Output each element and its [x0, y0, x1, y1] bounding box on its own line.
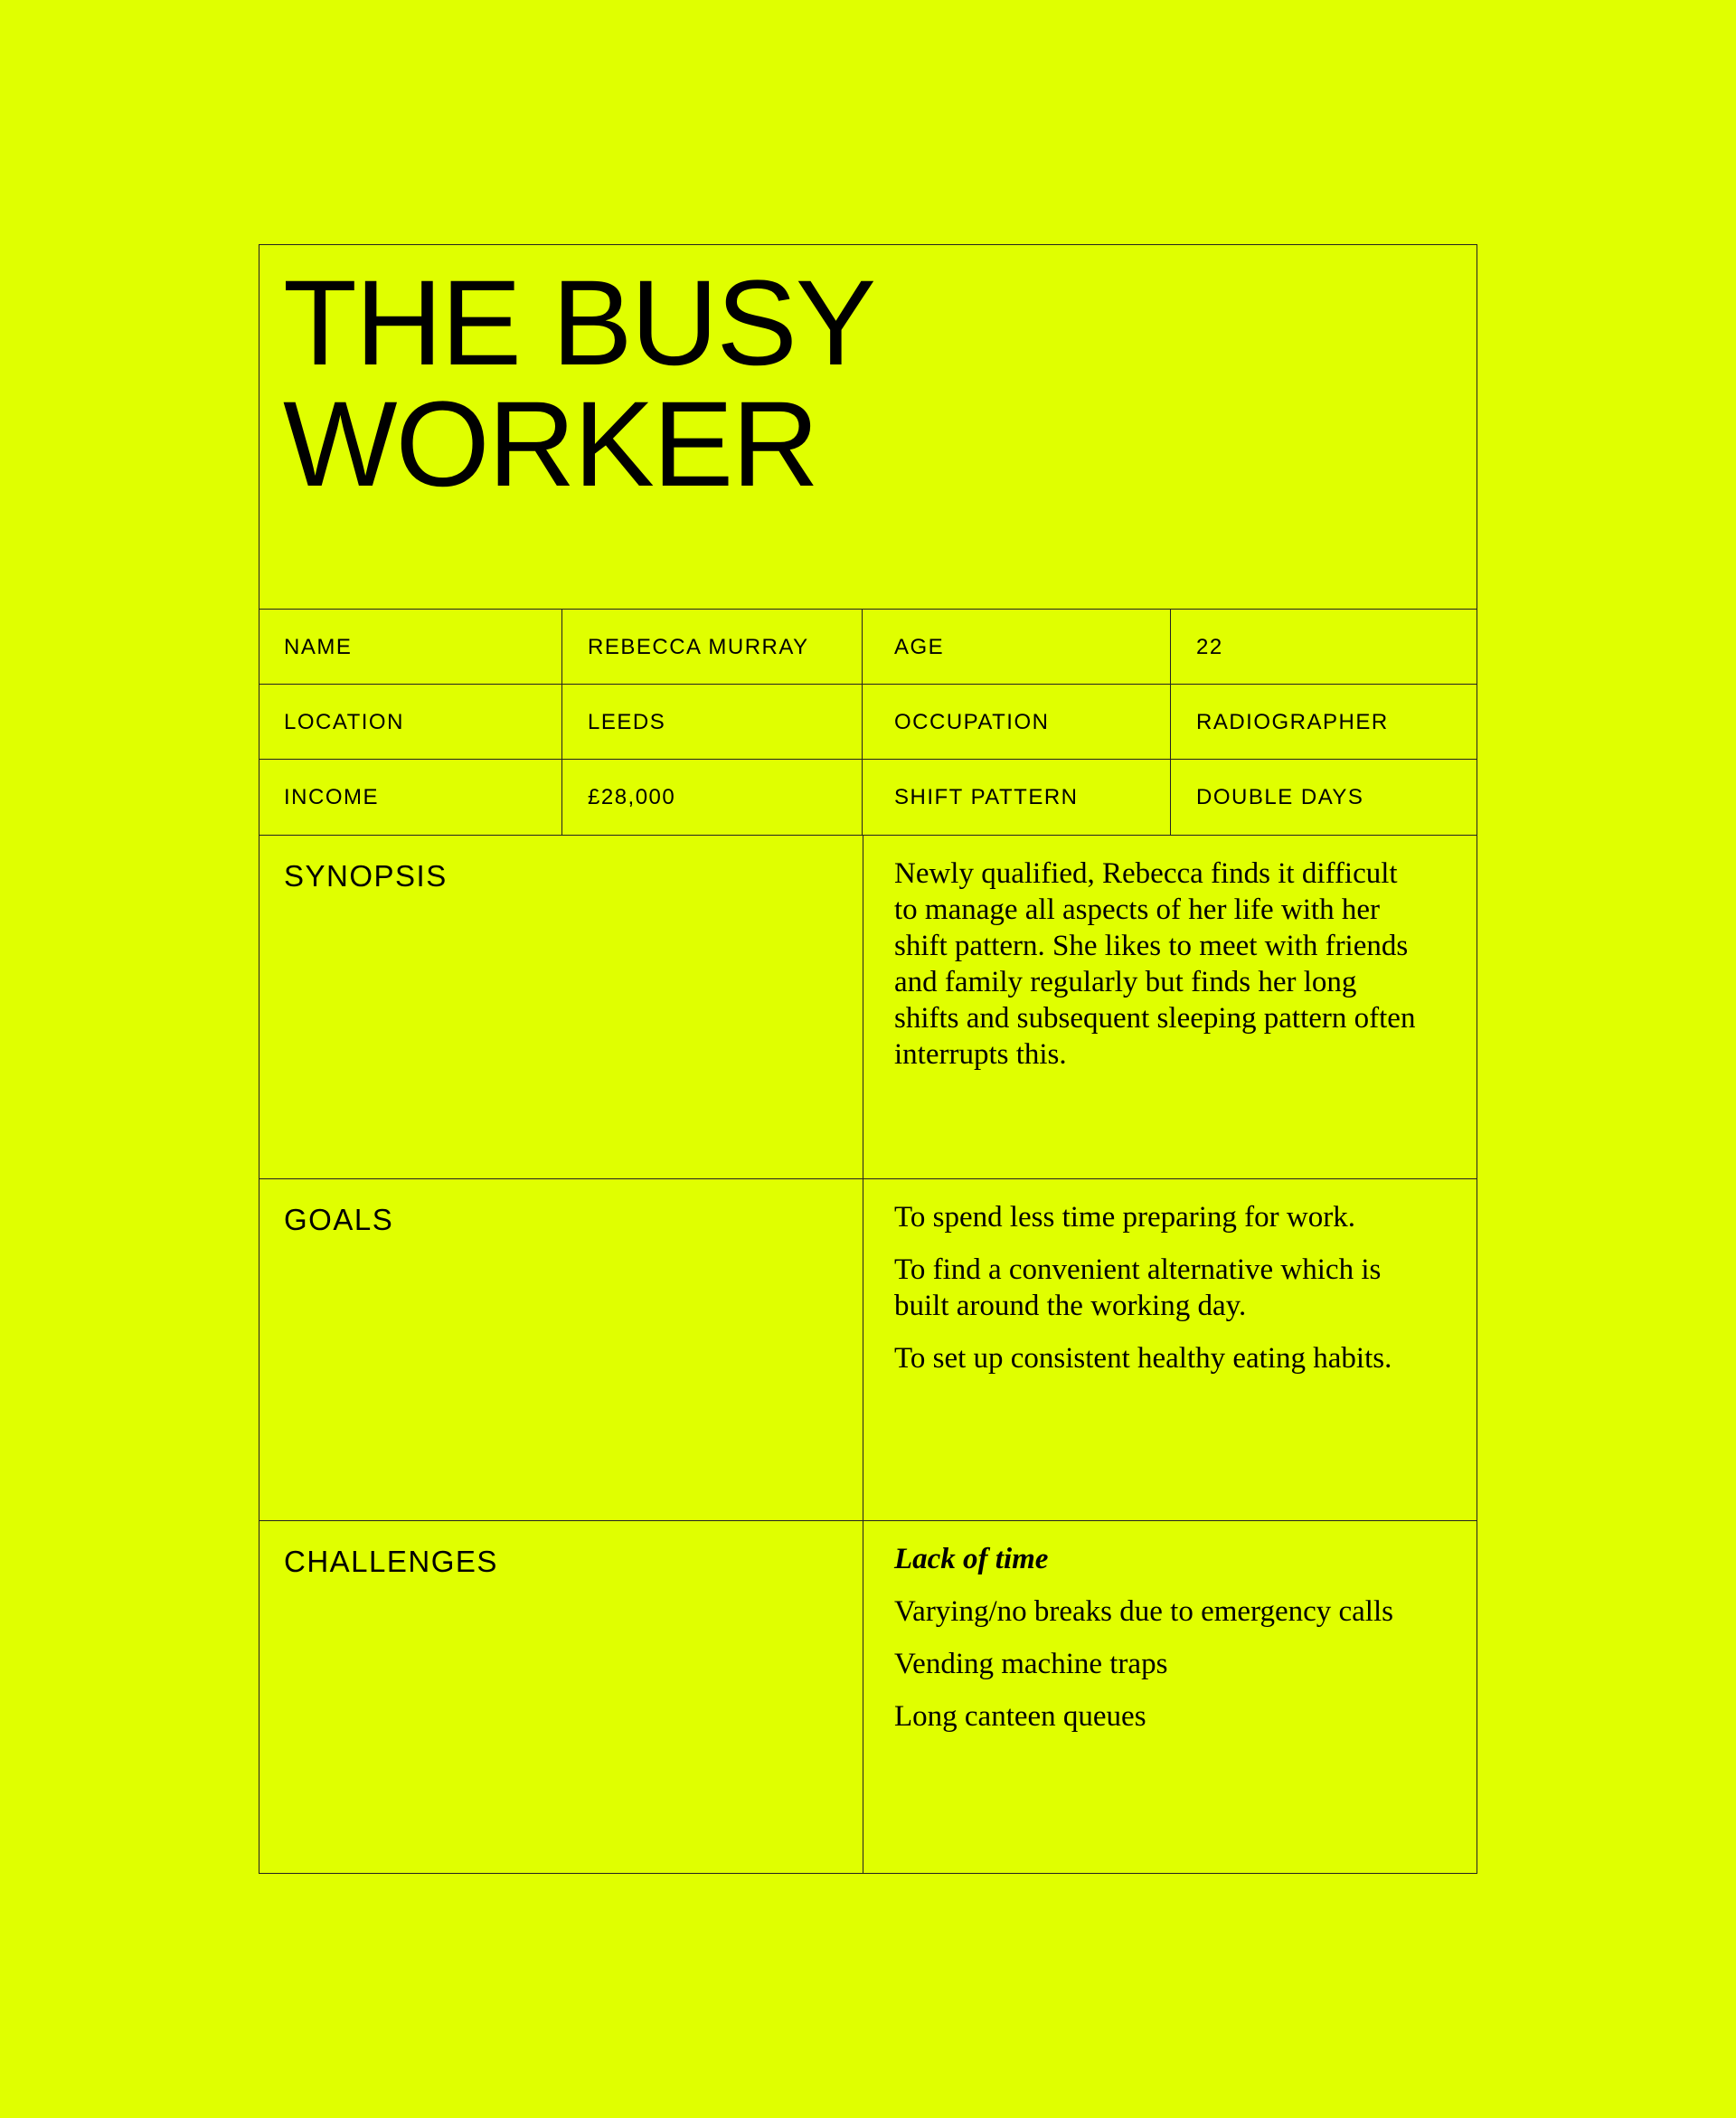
synopsis-section [259, 836, 1477, 1179]
goals-heading: GOALS [284, 1203, 394, 1236]
info-value-name: REBECCA MURRAY [562, 610, 863, 684]
info-value-occupation: RADIOGRAPHER [1196, 710, 1389, 734]
title-block [259, 245, 1477, 610]
goal-item: To set up consistent healthy eating habits. [894, 1342, 1392, 1375]
info-label-age: AGE [863, 610, 1171, 684]
goals-section [259, 1179, 1477, 1521]
info-value-shift-pattern: DOUBLE DAYS [1196, 785, 1364, 809]
challenge-lead: Lack of time [894, 1543, 1049, 1575]
challenges-heading: CHALLENGES [284, 1545, 498, 1578]
challenge-item: Vending machine traps [894, 1648, 1168, 1680]
challenges-section [259, 1521, 1477, 1873]
persona-title [283, 256, 875, 512]
synopsis-body [894, 856, 1422, 1089]
info-table [259, 610, 1477, 836]
info-value-location: LEEDS [562, 685, 863, 759]
info-label-shift-pattern: SHIFT PATTERN [863, 760, 1171, 835]
info-row-income [259, 760, 1477, 836]
persona-title-line-2: WORKER [283, 377, 817, 512]
goal-item: To spend less time preparing for work. [894, 1201, 1355, 1234]
info-label-name: NAME [259, 610, 562, 684]
info-label-location: LOCATION [259, 685, 562, 759]
persona-card [259, 244, 1477, 1874]
challenge-item: Varying/no breaks due to emergency calls [894, 1595, 1393, 1628]
challenges-list [894, 1541, 1422, 1751]
info-label-occupation: OCCUPATION [863, 685, 1171, 759]
challenge-item: Long canteen queues [894, 1700, 1146, 1733]
synopsis-text: Newly qualified, Rebecca finds it difficult to manage all aspects of her life with her shift pattern. She likes to meet with friends and family regularly but finds her long shifts and subsequent sleeping pattern often interrupts this. [894, 857, 1416, 1071]
goals-list [894, 1199, 1422, 1393]
synopsis-heading: SYNOPSIS [284, 859, 448, 893]
info-row-name [259, 610, 1477, 685]
goal-item: To find a convenient alternative which is built around the working day. [894, 1253, 1382, 1322]
persona-title-line-1: THE BUSY [283, 256, 875, 391]
info-value-age: 22 [1196, 635, 1223, 659]
info-label-income: INCOME [259, 760, 562, 835]
info-value-income: £28,000 [562, 760, 863, 835]
info-row-location [259, 685, 1477, 760]
